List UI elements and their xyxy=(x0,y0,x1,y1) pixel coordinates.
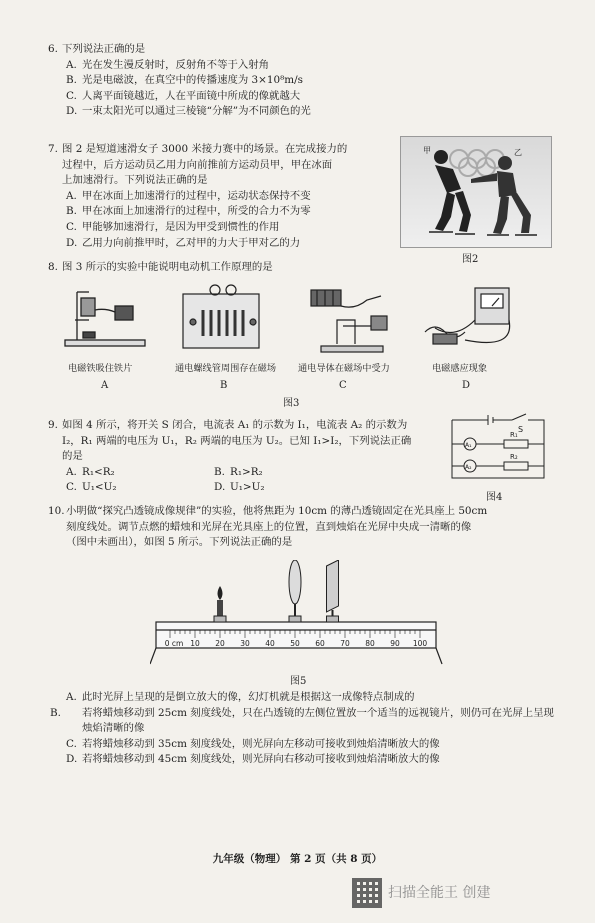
question-6 xyxy=(48,42,548,120)
ruler-tick-label: 30 xyxy=(240,639,250,648)
question-10-options xyxy=(48,690,563,768)
option-d: D. 乙用力向前推甲时，乙对甲的力大于甲对乙的力 xyxy=(66,236,301,249)
question-number: 6. xyxy=(48,43,58,55)
figure-3b-caption: 通电螺线管周围存在磁场 xyxy=(175,363,277,374)
option-b: B. 甲在冰面上加速滑行的过程中，所受的合力不为零 xyxy=(66,205,311,218)
figure-3a-electromagnet xyxy=(65,292,145,346)
watermark-text: 扫描全能王 创建 xyxy=(388,884,491,901)
question-stem: 图 3 所示的实验中能说明电动机工作原理的是 xyxy=(62,261,273,273)
option-a: A. R₁<R₂ xyxy=(66,465,115,478)
figure-2-tag-jia: 甲 xyxy=(423,146,431,155)
figure-3-caption: 图3 xyxy=(283,398,300,409)
ruler-tick-label: 50 xyxy=(290,639,300,648)
question-10: 10.小明做“探究凸透镜成像规律”的实验，他将焦距为 10cm 的薄凸透镜固定在光具座上 50cm 刻度线处。调节点燃的蜡烛和光屏在光具座上的位置，直到烛焰在光屏中央成一清晰的像 （图中未画出），如图 5 所示。下列说法正确的是 xyxy=(48,504,558,551)
option-d: D. 若将蜡烛移动到 45cm 刻度线处，则光屏向右移动可接收到烛焰清晰放大的像 xyxy=(66,753,440,766)
ruler-tick-label: 0 cm xyxy=(164,639,184,648)
figure-5-caption: 图5 xyxy=(290,676,307,687)
option-a: A. 光在发生漫反射时，反射角不等于入射角 xyxy=(66,58,270,71)
ruler-tick-label: 70 xyxy=(340,639,350,648)
ruler-tick-label: 40 xyxy=(265,639,275,648)
switch-label: S xyxy=(518,425,524,434)
option-c: C. 甲能够加速滑行，是因为甲受到惯性的作用 xyxy=(66,221,280,234)
light-screen xyxy=(327,560,339,622)
figure-4-caption: 图4 xyxy=(486,492,503,503)
figure-3b-solenoid xyxy=(183,285,259,348)
resistor-r1-label: R₁ xyxy=(510,431,518,439)
figure-3-apparatus xyxy=(55,280,525,360)
figure-3d-letter: D xyxy=(462,380,471,391)
ruler-tick-label: 20 xyxy=(215,639,225,648)
question-stem-line: I₂，R₁ 两端的电压为 U₁，R₂ 两端的电压为 U₂。已知 I₁>I₂，下列说法正确 xyxy=(62,434,412,447)
figure-4-circuit xyxy=(448,412,548,490)
ruler-tick-label: 80 xyxy=(365,639,375,648)
question-stem-line: 上加速滑行。下列说法正确的是 xyxy=(62,174,208,187)
question-stem-line: 刻度线处。调节点燃的蜡烛和光屏在光具座上的位置，直到烛焰在光屏中央成一清晰的像 xyxy=(66,520,472,533)
question-stem-line: （图中未画出），如图 5 所示。下列说法正确的是 xyxy=(66,536,293,549)
question-stem-line: 图 2 是短道速滑女子 3000 米接力赛中的场景。在完成接力的 xyxy=(62,143,348,155)
figure-3d-caption: 电磁感应现象 xyxy=(432,363,488,374)
question-8: 8. 图 3 所示的实验中能说明电动机工作原理的是 xyxy=(48,261,273,273)
convex-lens xyxy=(289,560,301,622)
question-stem: 下列说法正确的是 xyxy=(62,43,146,55)
option-c: C. U₁<U₂ xyxy=(66,481,117,494)
option-a: A. 甲在冰面上加速滑行的过程中，运动状态保持不变 xyxy=(66,189,311,202)
ruler-tick-label: 100 xyxy=(412,639,428,648)
figure-3c-letter: C xyxy=(339,380,347,391)
resistor-r2-label: R₂ xyxy=(510,453,518,461)
ammeter-a1-label: A₁ xyxy=(465,442,472,449)
page-footer: 九年级（物理） 第 2 页（共 8 页） xyxy=(212,853,383,865)
figure-3a-letter: A xyxy=(101,380,109,391)
figure-3c-caption: 通电导体在磁场中受力 xyxy=(298,363,390,374)
question-stem-line: 过程中，后方运动员乙用力向前推前方运动员甲，甲在冰面 xyxy=(62,158,333,171)
ruler-tick-label: 60 xyxy=(315,639,325,648)
option-a: A. 此时光屏上呈现的是倒立放大的像，幻灯机就是根据这一成像特点制成的 xyxy=(66,691,415,703)
option-c: C. 人离平面镜越近，人在平面镜中所成的像就越大 xyxy=(66,89,301,102)
scanner-watermark xyxy=(352,878,490,908)
question-stem-line: 如图 4 所示，将开关 S 闭合，电流表 A₁ 的示数为 I₁，电流表 A₂ 的示数为 xyxy=(62,419,408,431)
question-7: 7. 图 2 是短道速滑女子 3000 米接力赛中的场景。在完成接力的 过程中，后方运动员乙用力向前推前方运动员甲，甲在冰面 上加速滑行。下列说法正确的是 A. 甲在冰面上加速滑行的过程中，运动状态保持不变 B. 甲在冰面上加速滑行的过程中，所受的合力不为零 C. 甲能够加速滑行，是因为甲受到惯性的作用 D. 乙用力向前推甲时，乙对甲的力大于甲对乙的力 xyxy=(48,142,403,251)
options-row xyxy=(66,465,448,481)
option-c: C. 若将蜡烛移动到 35cm 刻度线处，则光屏向左移动可接收到烛焰清晰放大的像 xyxy=(66,737,440,750)
option-b: B. 若将蜡烛移动到 25cm 刻度线处，只在凸透镜的左侧位置放一个适当的远视镜片，则仍可在光屏上呈现烛焰清晰的像 xyxy=(50,706,554,735)
ruler-tick-label: 90 xyxy=(390,639,400,648)
question-stem-line: 小明做“探究凸透镜成像规律”的实验，他将焦距为 10cm 的薄凸透镜固定在光具座上 50cm xyxy=(66,505,488,517)
figure-3a-caption: 电磁铁吸住铁片 xyxy=(68,363,133,374)
figure-3b-letter: B xyxy=(220,380,228,391)
figure-2-caption: 图2 xyxy=(462,254,479,265)
question-9: 9. 如图 4 所示，将开关 S 闭合，电流表 A₁ 的示数为 I₁，电流表 A₂ 的示数为 I₂，R₁ 两端的电压为 U₁，R₂ 两端的电压为 U₂。已知 I₁>I₂，下列说法正确 的是 A. R₁<R₂ B. R₁>R₂ C. U₁<U₂ D. U₁>U₂ xyxy=(48,418,448,496)
options-row xyxy=(66,480,448,496)
figure-5-optical-bench xyxy=(150,560,445,670)
figure-3d-induction xyxy=(425,288,510,344)
figure-2-photo xyxy=(400,136,552,248)
qr-code-icon xyxy=(352,878,382,908)
figure-3c-conductor-in-field xyxy=(311,290,387,352)
candle xyxy=(214,586,226,622)
option-b: B. R₁>R₂ xyxy=(214,465,263,478)
option-d: D. 一束太阳光可以通过三棱镜“分解”为不同颜色的光 xyxy=(66,105,311,118)
ruler-tick-label: 10 xyxy=(190,639,200,648)
figure-2-tag-yi: 乙 xyxy=(514,148,522,157)
option-d: D. U₁>U₂ xyxy=(214,481,265,494)
ammeter-a2-label: A₂ xyxy=(465,464,472,471)
option-b: B. 光是电磁波，在真空中的传播速度为 3×10⁸m/s xyxy=(66,74,303,87)
skaters-illustration xyxy=(401,137,551,247)
question-stem-line: 的是 xyxy=(62,450,83,463)
